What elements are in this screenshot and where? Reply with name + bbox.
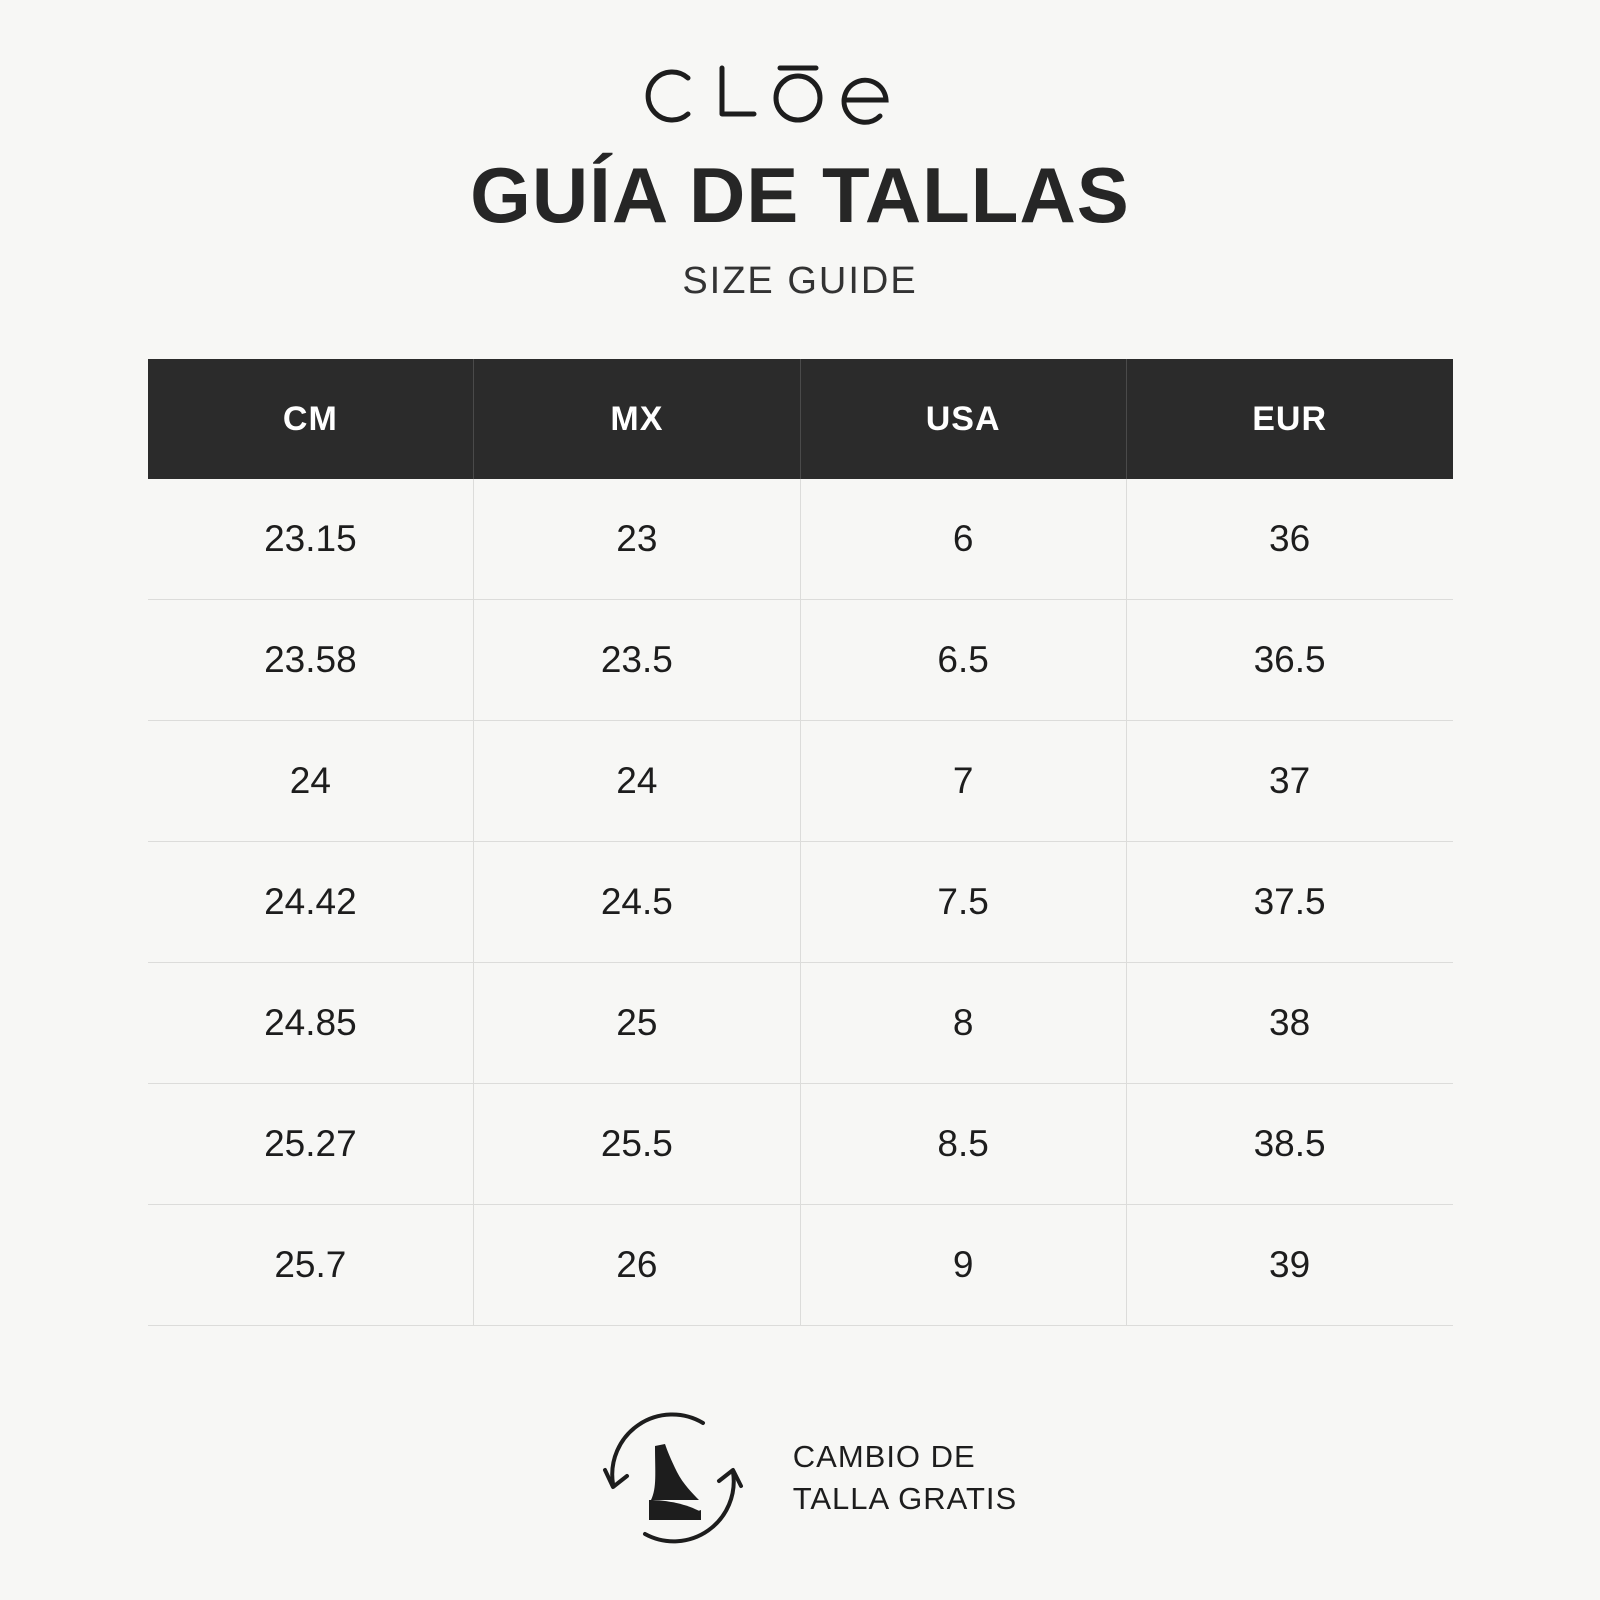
cell-usa: 8 [800, 963, 1126, 1084]
cell-mx: 23.5 [474, 600, 800, 721]
brand-logo [630, 60, 970, 130]
page-title: GUÍA DE TALLAS [470, 151, 1130, 239]
size-table-container [148, 359, 1453, 1326]
cell-eur: 37 [1126, 721, 1452, 842]
cell-usa: 7.5 [800, 842, 1126, 963]
cell-eur: 36 [1126, 479, 1452, 600]
cell-cm: 23.58 [148, 600, 474, 721]
cell-eur: 38.5 [1126, 1084, 1452, 1205]
cell-cm: 23.15 [148, 479, 474, 600]
cloe-wordmark-logo-icon [630, 60, 970, 130]
high-heel-exchange-icon [583, 1388, 763, 1568]
table-row [148, 600, 1453, 721]
cell-usa: 6 [800, 479, 1126, 600]
cell-usa: 9 [800, 1205, 1126, 1326]
table-row [148, 479, 1453, 600]
badge-text-line2: TALLA GRATIS [792, 1481, 1018, 1516]
cell-mx: 25 [474, 963, 800, 1084]
table-row [148, 1084, 1453, 1205]
table-row [148, 1205, 1453, 1326]
cell-usa: 6.5 [800, 600, 1126, 721]
size-table [148, 359, 1453, 1326]
cell-mx: 25.5 [474, 1084, 800, 1205]
cell-eur: 39 [1126, 1205, 1452, 1326]
page-subtitle: SIZE GUIDE [682, 260, 918, 302]
table-row [148, 842, 1453, 963]
cell-usa: 7 [800, 721, 1126, 842]
cell-mx: 23 [474, 479, 800, 600]
table-row [148, 963, 1453, 1084]
cell-cm: 25.7 [148, 1205, 474, 1326]
column-header-usa: USA [800, 359, 1126, 479]
cell-eur: 36.5 [1126, 600, 1452, 721]
cell-mx: 26 [474, 1205, 800, 1326]
badge-text [793, 1436, 1017, 1520]
cell-cm: 24.85 [148, 963, 474, 1084]
cell-usa: 8.5 [800, 1084, 1126, 1205]
cell-cm: 25.27 [148, 1084, 474, 1205]
cell-eur: 38 [1126, 963, 1452, 1084]
size-table-head [148, 359, 1453, 479]
cell-cm: 24 [148, 721, 474, 842]
cell-mx: 24 [474, 721, 800, 842]
table-row [148, 721, 1453, 842]
size-table-body [148, 479, 1453, 1326]
column-header-eur: EUR [1126, 359, 1452, 479]
cell-mx: 24.5 [474, 842, 800, 963]
column-header-mx: MX [474, 359, 800, 479]
free-size-exchange-badge [583, 1388, 1017, 1568]
column-header-cm: CM [148, 359, 474, 479]
cell-cm: 24.42 [148, 842, 474, 963]
table-header-row [148, 359, 1453, 479]
badge-text-line1: CAMBIO DE [792, 1439, 976, 1475]
cell-eur: 37.5 [1126, 842, 1452, 963]
